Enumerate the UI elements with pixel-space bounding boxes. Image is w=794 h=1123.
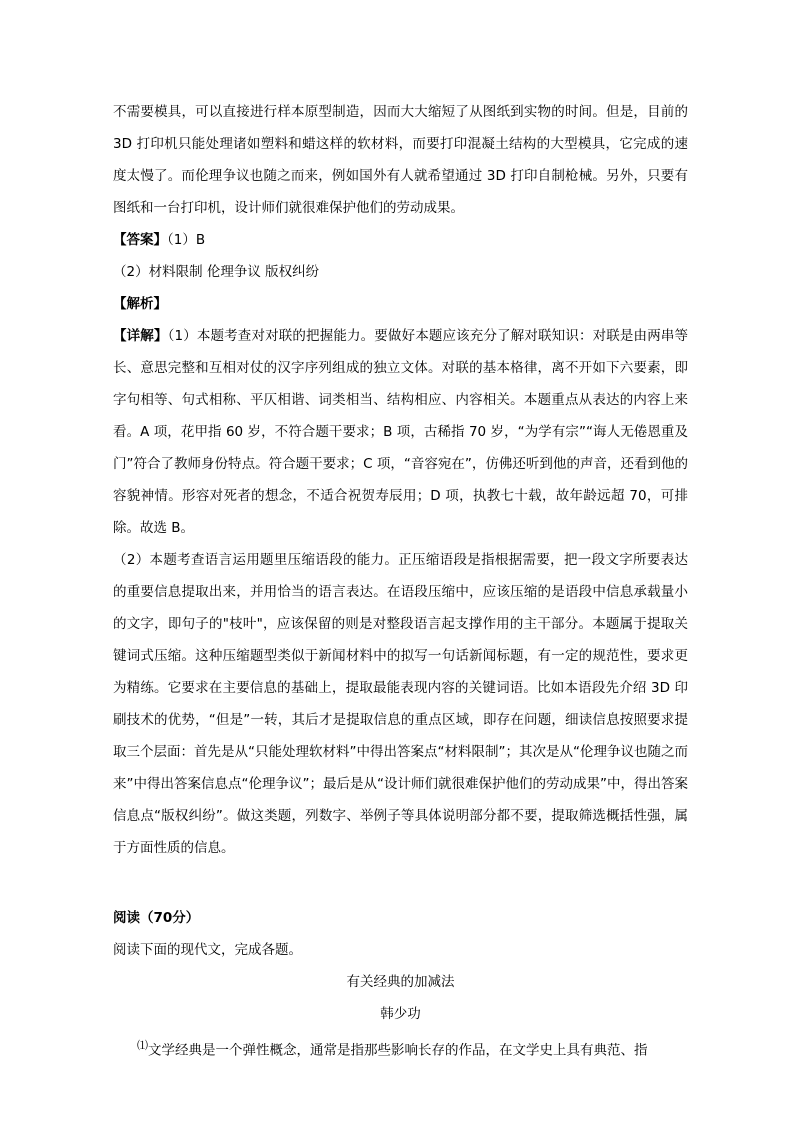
analysis-label: 【解析】	[113, 296, 167, 312]
section-gap	[113, 864, 688, 902]
article-paragraph-1	[113, 1030, 688, 1067]
answer-1: （1）B	[167, 232, 206, 248]
detail-paragraph-2: （2）本题考查语言运用题里压缩语段的能力。正压缩语段是指根据需要，把一段文字所要表达的重要信息提取出来，并用恰当的语言表达。在语段压缩中，应该压缩的是语段中信息承载量小的文字，即句子的"枝叶"，应该保留的则是对整段语言起支撑作用的主干部分。本题属于提取关键词式压缩。这种压缩题型类似于新闻材料中的拟写一句话新闻标题，有一定的规范性，要求更为精练。它要求在主要信息的基础上，提取最能表现内容的关键词语。比如本语段先介绍 3D 印刷技术的优势，“但是”一转，其后才是提取信息的重点区域，即存在问题，细读信息按照要求提取三个层面：首先是从“只能处理软材料”中得出答案点“材料限制”；其次是从“伦理争议也随之而来”中得出答案信息点“伦理争议”；最后是从“设计师们就很难保护他们的劳动成果”中，得出答案信息点“版权纠纷”。做这类题，列数字、举例子等具体说明部分都不要，提取筛选概括性强，属于方面性质的信息。	[113, 552, 688, 856]
document-page	[113, 96, 688, 1067]
section-heading: 阅读（70分）	[113, 910, 200, 926]
answer-line-1	[113, 224, 688, 256]
answer-2: （2）材料限制 伦理争议 版权纠纷	[113, 264, 320, 280]
section-instruction: 阅读下面的现代文，完成各题。	[113, 942, 302, 958]
detail-label: 【详解】	[113, 328, 168, 344]
answer-label: 【答案】	[113, 232, 167, 248]
detail-paragraph-1	[113, 320, 688, 544]
article-paragraph-1-text: 文学经典是一个弹性概念，通常是指那些影响长存的作品，在文学史上具有典范、指	[148, 1042, 648, 1059]
detail-1: （1）本题考查对对联的把握能力。要做好本题应该充分了解对联知识：对联是由两串等长、意思完整和互相对仗的汉字序列组成的独立文体。对联的基本格律，离不开如下六要素，即字句相等、句式相称、平仄相谐、词类相当、结构相应、内容相关。本题重点从表达的内容上来看。A 项，花甲指 60 岁，不符合题干要求；B 项，古稀指 70 岁，“为学有宗”“诲人无倦恩重及门”符合了教师身份特点。符合题干要求；C 项，“音容宛在”，仿佛还听到他的声音，还看到他的容貌神情。形容对死者的想念，不适合祝贺寿辰用；D 项，执教七十载，故年龄远超 70，可排除。故选 B。	[113, 328, 689, 536]
paragraph-number: ⑴	[137, 1039, 148, 1052]
article-author: 韩少功	[380, 1006, 421, 1022]
article-title: 有关经典的加减法	[346, 974, 455, 990]
intro-paragraph: 不需要模具，可以直接进行样本原型制造，因而大大缩短了从图纸到实物的时间。但是，目前的 3D 打印机只能处理诸如塑料和蜡这样的软材料，而要打印混凝土结构的大型模具，它完成的速度太慢了。而伦理争议也随之而来，例如国外有人就希望通过 3D 打印自制枪械。另外，只要有图纸和一台打印机，设计师们就很难保护他们的劳动成果。	[113, 104, 688, 216]
